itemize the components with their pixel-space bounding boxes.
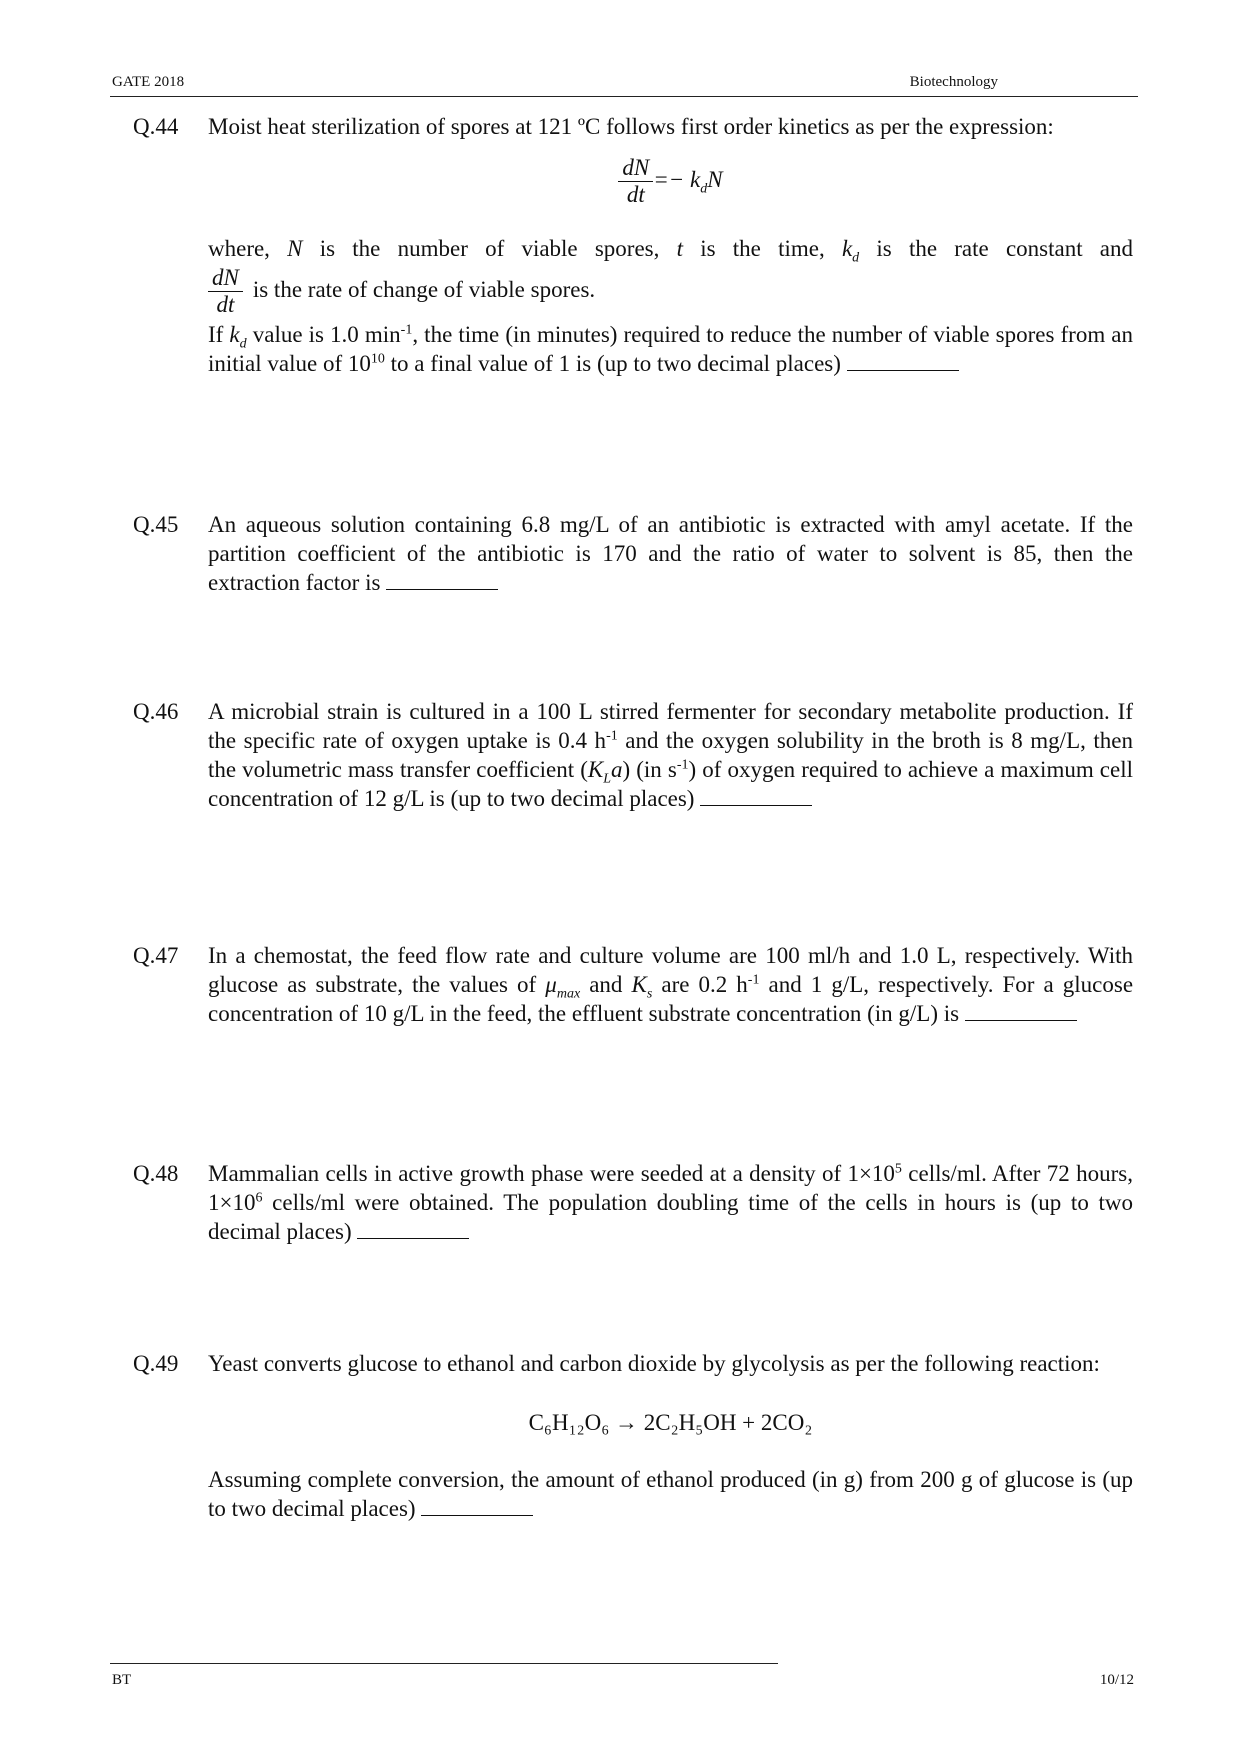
- question-47: [133, 941, 1133, 1028]
- question-46: [133, 697, 1133, 813]
- rate-definition: $\frac{dN}{dt}$ is the rate of change of viable spores.: [208, 265, 1133, 318]
- footer-paper-code: BT: [112, 1672, 132, 1688]
- question-49: [133, 1349, 1133, 1523]
- header-divider: [110, 96, 1138, 97]
- answer-blank: [965, 1002, 1077, 1021]
- question-prompt: Assuming complete conversion, the amount of ethanol produced (in g) from 200 g of glucose is (up to two decimal places): [208, 1467, 1133, 1521]
- answer-blank: [421, 1497, 533, 1516]
- header-exam-title: GATE 2018: [112, 74, 185, 90]
- question-text: A microbial strain is cultured in a 100 L stirred fermenter for secondary metabolite production. If the specific rate of oxygen uptake is 0.4 $h^{-1}$ and the oxygen solubility in the broth is 8 mg/L, then the volumetric mass transfer coefficient $(K_La)$ (in $s^{-1}$) of oxygen required to achieve a maximum cell concentration of 12 g/L is (up to two decimal places): [208, 699, 1133, 811]
- question-number: Q.46: [133, 699, 179, 724]
- question-text: Moist heat sterilization of spores at 121 ºC follows first order kinetics as per the expression:: [208, 114, 1054, 139]
- answer-blank: [386, 571, 498, 590]
- question-45: [133, 510, 1133, 597]
- question-number: Q.44: [133, 114, 179, 139]
- answer-blank: [357, 1220, 469, 1239]
- derivative-fraction: $\frac{dN}{dt}$: [618, 155, 653, 208]
- glycolysis-equation: C₆H₁₂O₆ → 2C₂H₅OH + 2CO₂: [528, 1410, 813, 1435]
- question-number: Q.47: [133, 943, 179, 968]
- definitions-text: where, N is the number of viable spores, t is the time, $k_d$ is the rate constant and: [208, 236, 1134, 266]
- footer-divider: [110, 1663, 778, 1664]
- question-number: Q.48: [133, 1161, 179, 1186]
- rate-equation: $\frac{dN}{dt}$ =− $k_dN$: [208, 155, 1133, 208]
- question-44: [133, 112, 1133, 378]
- question-prompt: If $k_d$ value is 1.0 $\min^{-1}$, the time (in minutes) required to reduce the number of viable spores from an initial value of $10^{10}$ to a final value of 1 is (up to two decimal places): [208, 322, 1134, 376]
- question-text: An aqueous solution containing 6.8 mg/L of an antibiotic is extracted with amyl acetate. If the partition coefficient of the antibiotic is 170 and the ratio of water to solvent is 85, then the extraction factor is: [208, 512, 1133, 595]
- answer-blank: [847, 352, 959, 371]
- question-number: Q.49: [133, 1351, 179, 1376]
- question-text: Yeast converts glucose to ethanol and carbon dioxide by glycolysis as per the following reaction:: [208, 1351, 1100, 1376]
- question-text: In a chemostat, the feed flow rate and culture volume are 100 ml/h and 1.0 L, respectively. With glucose as substrate, the values of $\mu_{max}$ and $K_s$ are 0.2 $h^{-1}$ and 1 g/L, respectively. For a glucose concentration of 10 g/L in the feed, the effluent substrate concentration (in g/L) is: [208, 943, 1134, 1026]
- header-subject: Biotechnology: [909, 74, 998, 90]
- answer-blank: [700, 787, 812, 806]
- question-number: Q.45: [133, 512, 179, 537]
- question-text: Mammalian cells in active growth phase were seeded at a density of $1\times 10^5$ cells/ml. After 72 hours, $1\times 10^6$ cells/ml were obtained. The population doubling time of the cells in hours is (up to two decimal places): [208, 1161, 1134, 1244]
- question-48: [133, 1159, 1133, 1246]
- page-number: 10/12: [1099, 1672, 1134, 1688]
